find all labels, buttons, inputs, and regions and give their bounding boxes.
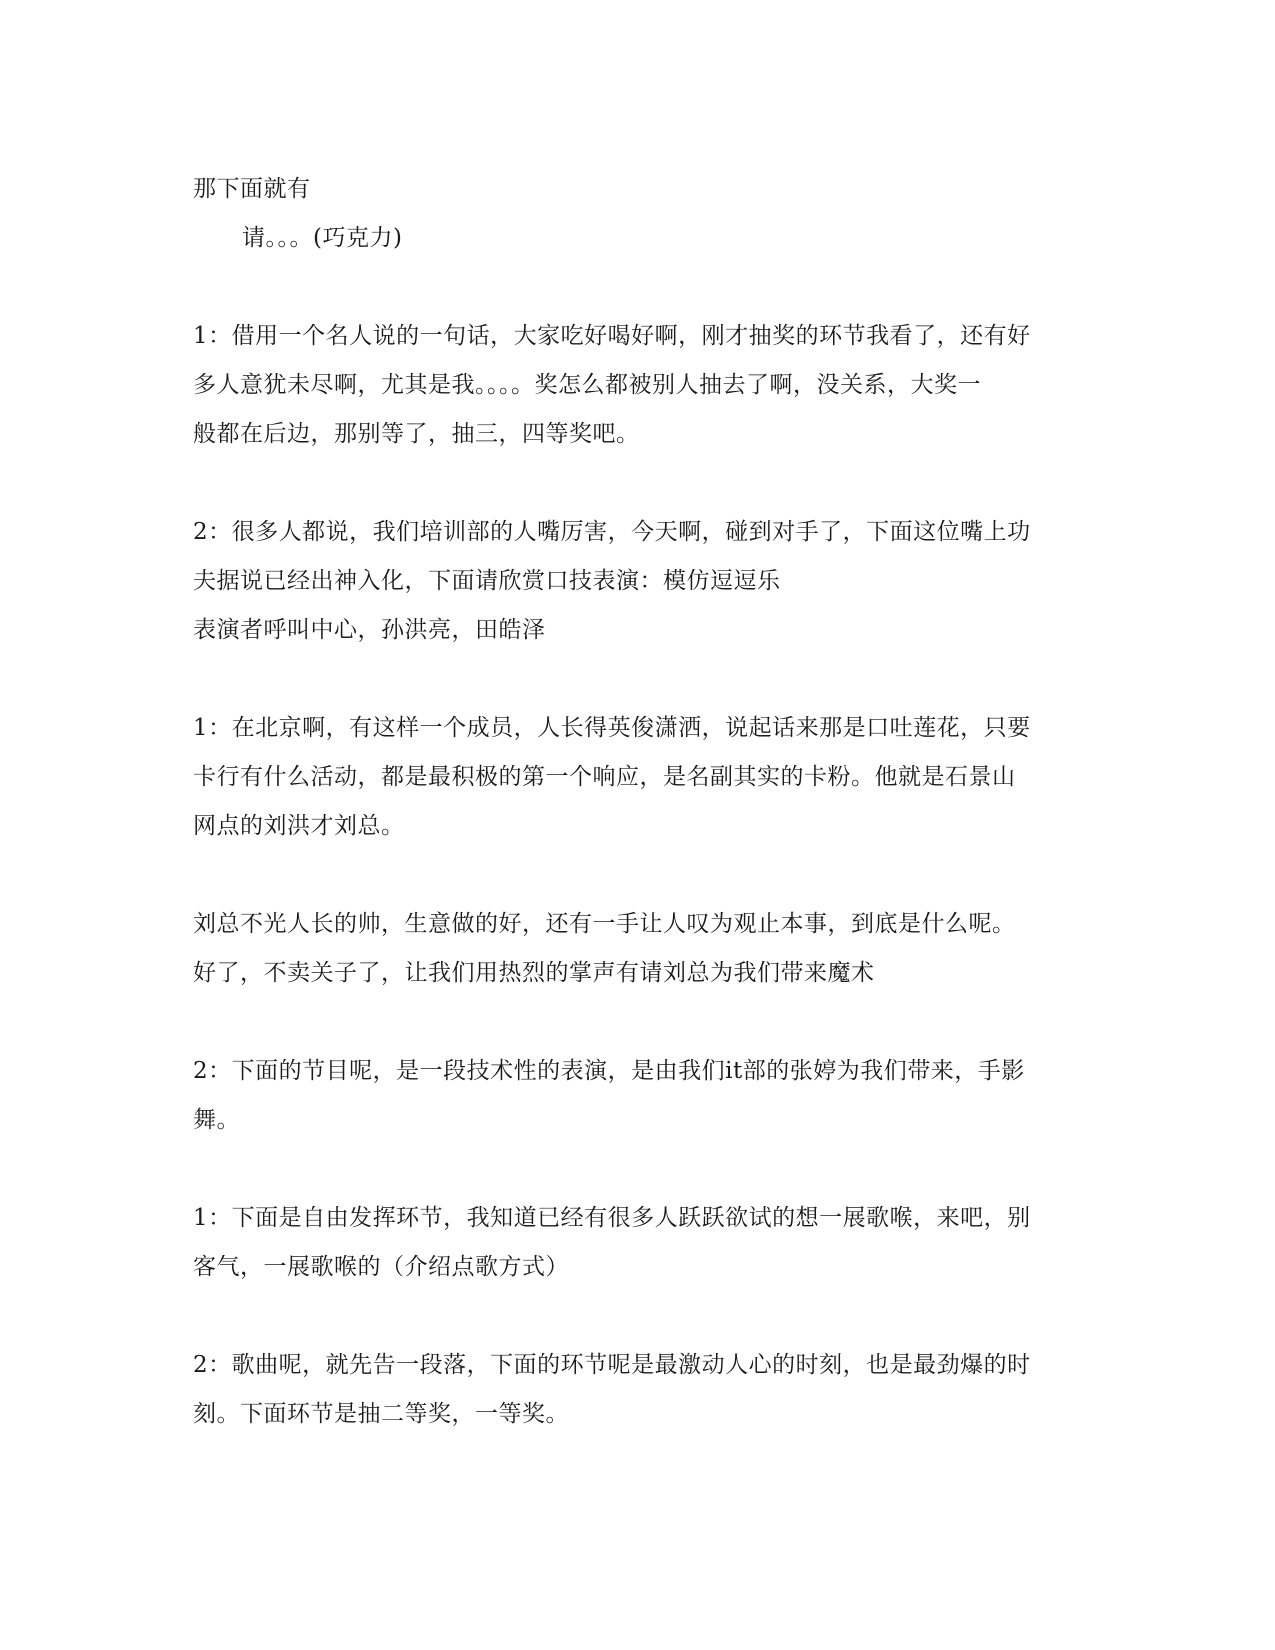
paragraph-line: 2：下面的节目呢，是一段技术性的表演，是由我们it部的张婷为我们带来，手影 — [193, 1058, 1025, 1084]
paragraph-1 — [193, 312, 1080, 459]
paragraph-3 — [193, 704, 1080, 851]
paragraph-line: 1：下面是自由发挥环节，我知道已经有很多人跃跃欲试的想一展歌喉，来吧，别 — [193, 1205, 1031, 1231]
paragraph-line: 2：很多人都说，我们培训部的人嘴厉害，今天啊，碰到对手了，下面这位嘴上功 — [193, 519, 1031, 545]
paragraph-2 — [193, 508, 1080, 655]
paragraph-5 — [193, 1047, 1080, 1145]
paragraph-line: 卡行有什么活动，都是最积极的第一个响应，是名副其实的卡粉。他就是石景山 — [193, 764, 1016, 790]
paragraph-line: 客气，一展歌喉的（介绍点歌方式） — [193, 1254, 569, 1280]
paragraph-line: 舞。 — [193, 1107, 240, 1133]
intro-line: 那下面就有 — [193, 176, 311, 202]
paragraph-line: 好了，不卖关子了，让我们用热烈的掌声有请刘总为我们带来魔术 — [193, 960, 875, 986]
paragraph-line: 2：歌曲呢，就先告一段落，下面的环节呢是最激动人心的时刻，也是最劲爆的时 — [193, 1352, 1031, 1378]
paragraph-line: 般都在后边，那别等了，抽三，四等奖吧。 — [193, 421, 640, 447]
paragraph-line: 刻。下面环节是抽二等奖，一等奖。 — [193, 1401, 569, 1427]
paragraph-line: 表演者呼叫中心，孙洪亮，田皓泽 — [193, 617, 546, 643]
paragraph-line: 刘总不光人长的帅，生意做的好，还有一手让人叹为观止本事，到底是什么呢。 — [193, 911, 1016, 937]
document-body — [193, 165, 1080, 1439]
paragraph-4 — [193, 900, 1080, 998]
paragraph-line: 夫据说已经出神入化，下面请欣赏口技表演：模仿逗逗乐 — [193, 568, 781, 594]
paragraph-6 — [193, 1194, 1080, 1292]
paragraph-7 — [193, 1341, 1080, 1439]
paragraph-line: 网点的刘洪才刘总。 — [193, 813, 405, 839]
paragraph-line: 多人意犹未尽啊，尤其是我。。。。奖怎么都被别人抽去了啊，没关系，大奖一 — [193, 372, 981, 398]
intro-line-indented: 请。。。(巧克力) — [242, 225, 403, 251]
paragraph-line: 1：在北京啊，有这样一个成员，人长得英俊潇洒，说起话来那是口吐莲花，只要 — [193, 715, 1031, 741]
paragraph-line: 1：借用一个名人说的一句话，大家吃好喝好啊，刚才抽奖的环节我看了，还有好 — [193, 323, 1031, 349]
